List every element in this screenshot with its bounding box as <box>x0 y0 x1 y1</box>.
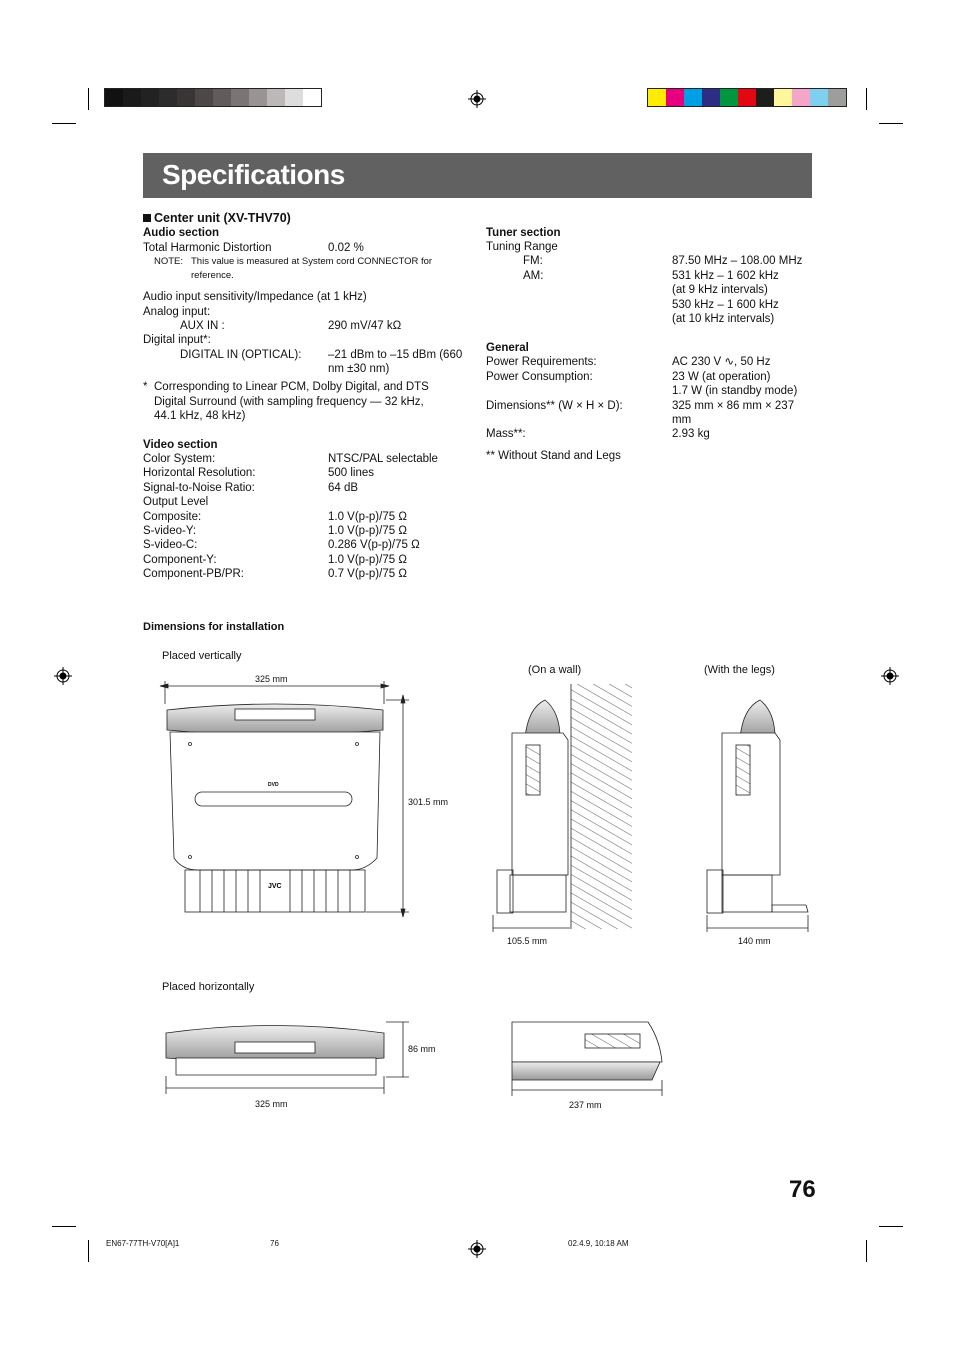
video-section-heading: Video section <box>143 439 218 451</box>
horizontal-front-view <box>166 1022 409 1094</box>
video-spec-value: 0.286 V(p-p)/75 Ω <box>328 539 420 552</box>
page-title: Specifications <box>162 159 345 190</box>
thd-label: Total Harmonic Distortion <box>143 242 272 254</box>
center-unit-heading-text: Center unit (XV-THV70) <box>154 211 291 225</box>
footnote-line: 44.1 kHz, 48 kHz) <box>154 410 246 422</box>
video-spec-value: 64 dB <box>328 481 359 494</box>
power-req-value: AC 230 V ∿, 50 Hz <box>672 356 771 368</box>
video-spec-label: Component-Y: <box>143 553 217 566</box>
dimensions-value: mm <box>672 414 692 426</box>
video-spec-label: Color System: <box>143 453 216 465</box>
video-spec-label: S-video-Y: <box>143 525 197 537</box>
video-spec-label: Signal-to-Noise Ratio: <box>143 481 255 494</box>
am-value: (at 10 kHz intervals) <box>672 313 775 325</box>
placed-vertically-label: Placed vertically <box>162 650 242 662</box>
video-spec-value: 500 lines <box>328 467 375 480</box>
aux-in-value: 290 mV/47 kΩ <box>328 320 402 332</box>
power-cons-value: 23 W (at operation) <box>672 371 771 383</box>
horizontal-width-dim: 325 mm <box>255 1099 288 1109</box>
am-value: (at 9 kHz intervals) <box>672 284 768 296</box>
optical-value: nm ±30 nm) <box>328 363 390 375</box>
placed-horizontally-label: Placed horizontally <box>162 981 255 993</box>
tuner-section-heading: Tuner section <box>486 227 561 239</box>
video-spec-value: 0.7 V(p-p)/75 Ω <box>328 568 407 581</box>
vertical-width-dim: 325 mm <box>255 674 288 684</box>
video-spec-value: 1.0 V(p-p)/75 Ω <box>328 510 407 523</box>
video-spec-value: NTSC/PAL selectable <box>328 453 438 465</box>
note-label: NOTE: <box>154 256 184 267</box>
am-value: 530 kHz – 1 600 kHz <box>672 299 779 311</box>
video-spec-label: Composite: <box>143 510 202 523</box>
video-spec-label: Output Level <box>143 496 209 509</box>
installation-heading: Dimensions for installation <box>143 621 285 633</box>
note-line: This value is measured at System cord CONNECTOR for <box>191 256 433 267</box>
aux-in-label: AUX IN : <box>180 320 225 332</box>
sensitivity-label: Audio input sensitivity/Impedance (at 1 kHz) <box>143 291 367 303</box>
wall-side-view <box>493 684 632 932</box>
audio-section-heading: Audio section <box>143 227 220 239</box>
tuning-range-label: Tuning Range <box>486 241 558 253</box>
optical-label: DIGITAL IN (OPTICAL): <box>180 349 302 361</box>
footnote-line: Digital Surround (with sampling frequency — 32 kHz, <box>154 396 424 408</box>
vertical-height-dim: 301.5 mm <box>408 797 449 807</box>
fm-label: FM: <box>523 255 543 267</box>
vertical-front-view <box>160 681 409 917</box>
optical-value: –21 dBm to –15 dBm (660 <box>328 349 463 361</box>
video-spec-label: Horizontal Resolution: <box>143 467 256 480</box>
video-spec-value: 1.0 V(p-p)/75 Ω <box>328 553 407 566</box>
page-number: 76 <box>789 1176 816 1203</box>
video-spec-label: S-video-C: <box>143 539 198 552</box>
footer-date: 02.4.9, 10:18 AM <box>568 1239 629 1248</box>
general-footnote: ** Without Stand and Legs <box>486 450 621 462</box>
note-line: reference. <box>191 270 234 281</box>
power-req-label: Power Requirements: <box>486 356 597 368</box>
footnote-line: Corresponding to Linear PCM, Dolby Digital, and DTS <box>154 381 429 393</box>
footnote-mark: * <box>143 381 148 393</box>
wall-depth-dim: 105.5 mm <box>507 936 548 946</box>
thd-value: 0.02 % <box>328 242 364 254</box>
on-wall-label: (On a wall) <box>528 664 582 676</box>
dimensions-label: Dimensions** (W × H × D): <box>486 400 623 412</box>
general-section-heading: General <box>486 342 529 354</box>
video-spec-value: 1.0 V(p-p)/75 Ω <box>328 525 407 537</box>
dvd-logo-text: DVD <box>268 782 279 788</box>
mass-value: 2.93 kg <box>672 428 710 440</box>
power-cons-value: 1.7 W (in standby mode) <box>672 385 798 397</box>
power-cons-label: Power Consumption: <box>486 371 593 383</box>
digital-input-label: Digital input*: <box>143 334 211 346</box>
am-value: 531 kHz – 1 602 kHz <box>672 270 779 282</box>
legs-side-view <box>707 700 808 932</box>
horizontal-depth-dim: 237 mm <box>569 1100 602 1110</box>
dimensions-value: 325 mm × 86 mm × 237 <box>672 400 795 412</box>
with-legs-label: (With the legs) <box>704 664 775 676</box>
horizontal-height-dim: 86 mm <box>408 1044 436 1054</box>
jvc-logo-text: JVC <box>268 883 282 890</box>
legs-depth-dim: 140 mm <box>738 936 771 946</box>
video-spec-label: Component-PB/PR: <box>143 568 244 581</box>
footer-code: EN67-77TH-V70[A]1 <box>106 1239 180 1248</box>
fm-value: 87.50 MHz – 108.00 MHz <box>672 255 803 267</box>
mass-label: Mass**: <box>486 428 526 440</box>
footer-page: 76 <box>270 1239 279 1248</box>
am-label: AM: <box>523 270 544 282</box>
horizontal-side-view <box>512 1022 662 1096</box>
analog-input-label: Analog input: <box>143 306 211 318</box>
